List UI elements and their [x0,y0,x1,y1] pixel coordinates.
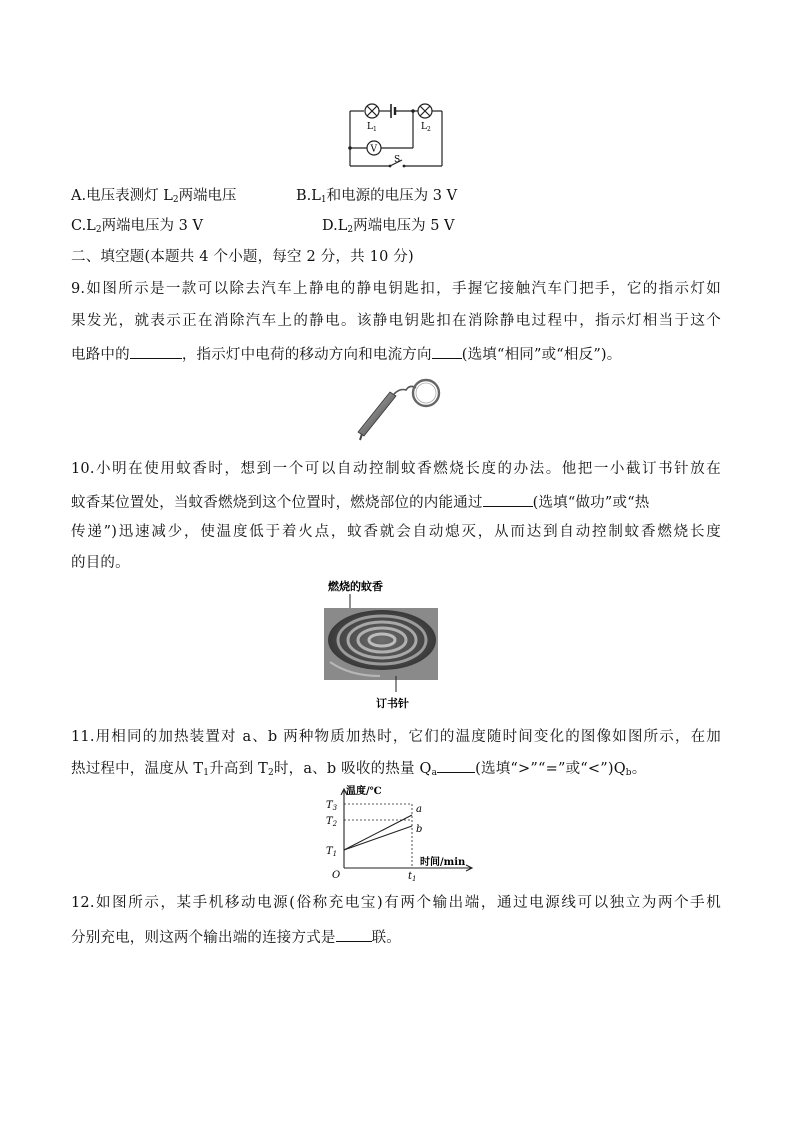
q8-option-c: $C.L_2$两端电压为 3 V [71,218,203,235]
tick-x-t1: $t_1$ [408,871,417,882]
tick-t1: $T_1$ [326,846,338,858]
q10-line-4: 的目的。 [71,555,130,571]
temperature-time-graph [312,782,502,882]
q8-option-a: A.电压表测灯 $L_2$两端电压 [71,188,237,205]
q8-option-d: $D.L_2$两端电压为 5 V [322,218,455,235]
l1-label: $L_1$ [367,122,377,133]
keychain-picture [340,374,450,442]
q9-line-2: 果发光，就表示正在消除汽车上的静电。该静电钥匙扣在消除静电过程中，指示灯相当于这个 [71,313,721,329]
answer-blank[interactable] [483,491,533,507]
answer-blank[interactable] [432,343,462,359]
series-b-label: b [416,824,423,835]
series-a-label: a [416,804,422,815]
circuit-diagram [340,98,454,174]
answer-blank[interactable] [437,757,475,773]
graph-ylabel: 温度/℃ [346,786,382,797]
origin-label: O [332,870,341,881]
q10-line-3: 传递”)迅速减少，使温度低于着火点，蚊香就会自动熄灭，从而达到自动控制蚊香燃烧长度 [71,524,721,540]
l2-label: $L_2$ [421,122,431,133]
q10-line-2: 蚊香某位置处，当蚊香燃烧到这个位置时，燃烧部位的内能通过 (选填“做功”或“热 [71,491,650,513]
q11-line-1: 11.用相同的加热装置对 a、b 两种物质加热时，它们的温度随时间变化的图像如图所示，在加 [71,729,721,745]
q10-line-1: 10.小明在使用蚊香时，想到一个可以自动控制蚊香燃烧长度的办法。他把一小截订书针放在 [71,461,721,477]
answer-blank[interactable] [336,926,372,942]
switch-label: S [394,155,401,165]
label-staple: 订书针 [376,697,409,710]
voltmeter-label: V [370,144,377,155]
answer-blank[interactable] [130,343,182,359]
q11-line-2: 热过程中，温度从 $T_1$升高到 $T_2$时，a、b 吸收的热量 $Q_a$ (选填“>”“=”或“$<”)Q_b$。 [71,757,646,783]
q9-line-1: 9.如图所示是一款可以除去汽车上静电的静电钥匙扣，手握它接触汽车门把手，它的指示灯如 [71,281,721,297]
graph-xlabel: 时间/min [420,857,466,868]
section-heading: 二、填空题(本题共 4 个小题，每空 2 分，共 10 分) [71,249,414,265]
label-burning-coil: 燃烧的蚊香 [328,580,383,593]
mosquito-coil-picture [320,576,460,714]
q9-line-3: 电路中的 ，指示灯中电荷的移动方向和电流方向 (选填“相同”或“相反”)。 [71,343,621,365]
q12-line-1: 12.如图所示，某手机移动电源(俗称充电宝)有两个输出端，通过电源线可以独立为两个手机 [71,895,721,911]
tick-t2: $T_2$ [326,816,338,828]
tick-t3: $T_3$ [326,800,338,812]
q12-line-2: 分别充电，则这两个输出端的连接方式是 联。 [71,926,401,948]
q8-option-b: $B.L_1$和电源的电压为 3 V [296,188,458,205]
